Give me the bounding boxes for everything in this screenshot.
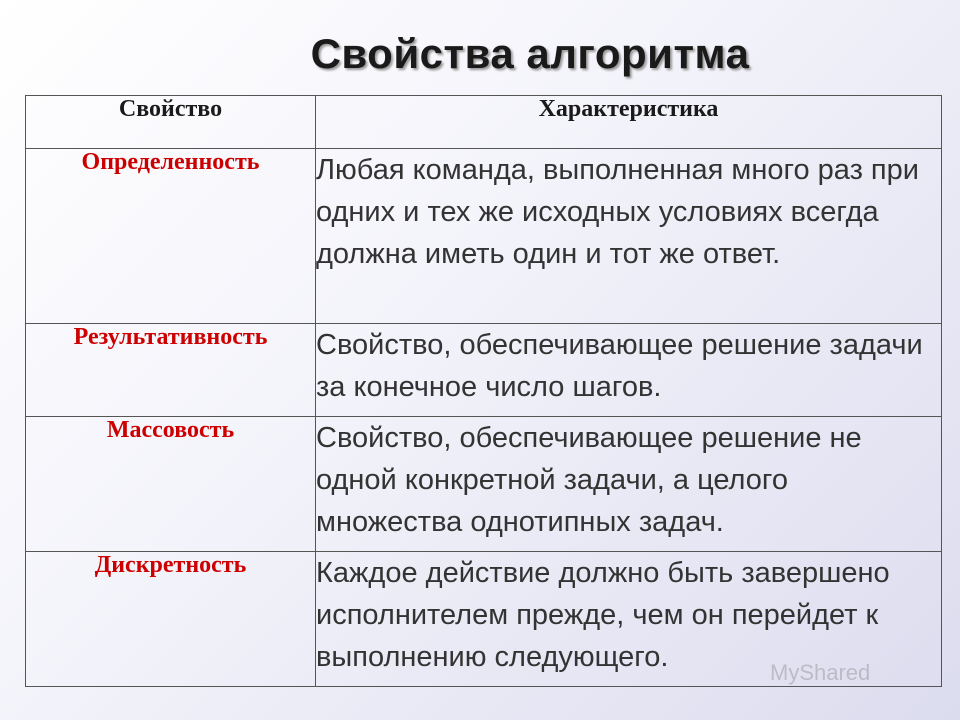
slide-title: Свойства алгоритма (310, 30, 750, 77)
property-description: Любая команда, выполненная много раз при одних и тех же исходных условиях всегда должна иметь один и тот же ответ. (316, 149, 942, 324)
header-characteristic: Характеристика (316, 96, 942, 149)
table-row (26, 324, 942, 417)
property-name: Дискретность (26, 552, 316, 687)
property-description: Свойство, обеспечивающее решение задачи за конечное число шагов. (316, 324, 942, 417)
table-row (26, 149, 942, 324)
table-row (26, 417, 942, 552)
property-name: Результативность (26, 324, 316, 417)
properties-table (25, 95, 942, 687)
watermark: MyShared (770, 660, 871, 685)
header-property: Свойство (26, 96, 316, 149)
table-header-row (26, 96, 942, 149)
property-description: Каждое действие должно быть завершено исполнителем прежде, чем он перейдет к выполнению следующего. (316, 552, 942, 687)
property-description: Свойство, обеспечивающее решение не одной конкретной задачи, а целого множества однотипных задач. (316, 417, 942, 552)
property-name: Массовость (26, 417, 316, 552)
property-name: Определенность (26, 149, 316, 324)
